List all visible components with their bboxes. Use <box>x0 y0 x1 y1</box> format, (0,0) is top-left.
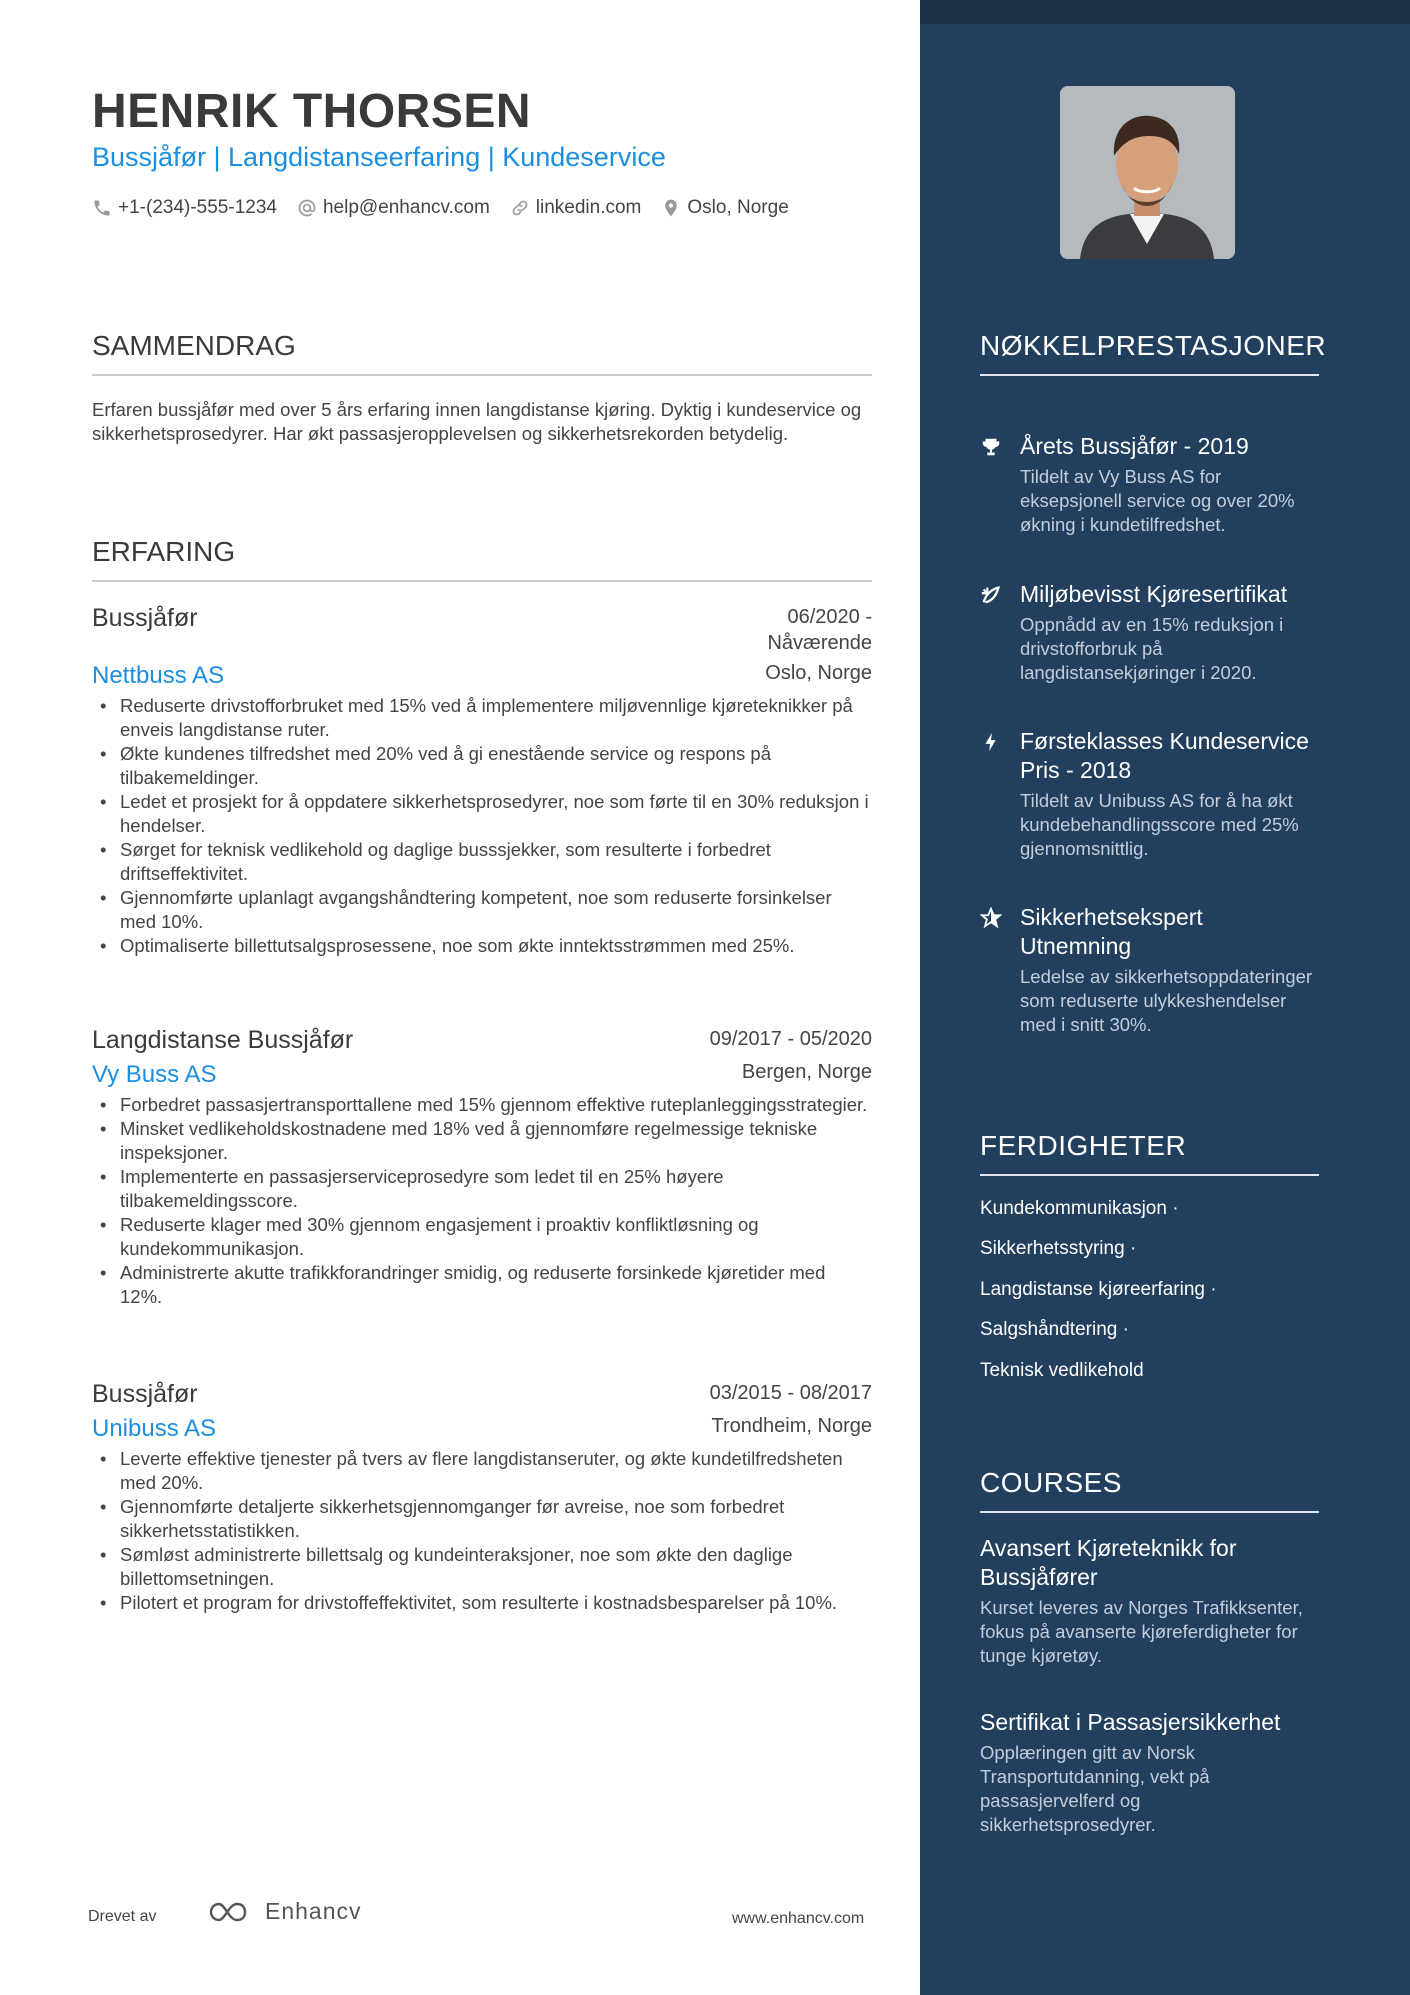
contact-linkedin[interactable] <box>510 197 642 219</box>
footer-logo-text: Enhancv <box>265 1898 362 1924</box>
location-icon <box>661 198 681 218</box>
course-item <box>980 1708 1319 1837</box>
job-subheader <box>92 1415 872 1443</box>
job-header <box>92 1380 872 1409</box>
contact-phone[interactable] <box>92 197 277 219</box>
achievement-title: Årets Bussjåfør - 2019 <box>1020 433 1249 459</box>
job-entry <box>92 604 872 958</box>
course-desc: Kurset leveres av Norges Trafikksenter, fokus på avanserte kjøreferdigheter for tunge kjøretøy. <box>980 1597 1303 1666</box>
job-company: Vy Buss AS <box>92 1061 217 1088</box>
job-entry <box>92 1026 872 1309</box>
job-subheader <box>92 1061 872 1089</box>
job-title: Langdistanse Bussjåfør <box>92 1026 354 1054</box>
skill-item: Salgshåndtering · <box>980 1319 1129 1340</box>
job-dates: 09/2017 - 05/2020 <box>709 1028 872 1050</box>
summary-section-title: SAMMENDRAG <box>92 330 872 376</box>
sidebar-top-bar <box>920 0 1410 24</box>
enhancv-logo-icon <box>207 1899 255 1925</box>
contact-email-text: help@enhancv.com <box>322 197 490 218</box>
job-bullets <box>92 1093 872 1309</box>
job-bullet: • Pilotert et program for drivstoffeffektivitet, som resulterte i kostnadsbesparelser på 10%. <box>92 1591 872 1615</box>
job-entry <box>92 1380 872 1615</box>
skills-section-title: FERDIGHETER <box>980 1128 1319 1176</box>
achievement-desc: Tildelt av Unibuss AS for å ha økt kundebehandlingsscore med 25% gjennomsnittlig. <box>1020 790 1299 859</box>
candidate-headline: Bussjåfør | Langdistanseerfaring | Kundeservice <box>92 142 666 172</box>
course-title: Avansert Kjøreteknikk for Bussjåfører <box>980 1535 1237 1590</box>
job-location: Bergen, Norge <box>741 1061 872 1083</box>
leaf-recycle-icon <box>980 584 1002 606</box>
footer-url[interactable]: www.enhancv.com <box>732 1910 865 1927</box>
job-bullet: • Sørget for teknisk vedlikehold og daglige busssjekker, som resulterte i forbedret driftseffektivitet. <box>92 838 872 886</box>
job-bullets <box>92 694 872 958</box>
achievement-desc: Tildelt av Vy Buss AS for eksepsjonell service og over 20% økning i kundetilfredshet. <box>1020 466 1295 535</box>
achievement-title: Førsteklasses Kundeservice Pris - 2018 <box>1020 728 1309 783</box>
skill-item: Langdistanse kjøreerfaring · <box>980 1279 1217 1300</box>
job-bullet: • Leverte effektive tjenester på tvers av flere langdistanseruter, og økte kundetilfredsheten med 20%. <box>92 1447 872 1495</box>
achievement-desc: Oppnådd av en 15% reduksjon i drivstofforbruk på langdistansekjøringer i 2020. <box>1020 614 1284 683</box>
achievement-desc: Ledelse av sikkerhetsoppdateringer som reduserte ulykkeshendelser med i snitt 30%. <box>1020 966 1313 1035</box>
footer-logo[interactable] <box>207 1898 362 1925</box>
lightning-icon <box>980 731 1002 753</box>
course-title: Sertifikat i Passasjersikkerhet <box>980 1709 1281 1735</box>
job-bullet: • Reduserte klager med 30% gjennom engasjement i proaktiv konfliktløsning og kundekommunikasjon. <box>92 1213 872 1261</box>
job-subheader <box>92 662 872 690</box>
achievement-item <box>980 727 1319 861</box>
job-bullet: • Minsket vedlikeholdskostnadene med 18% ved å gjennomføre regelmessige tekniske inspeksjoner. <box>92 1117 872 1165</box>
footer-powered-by: Drevet av <box>88 1908 157 1925</box>
achievement-title: Miljøbevisst Kjøresertifikat <box>1020 581 1288 607</box>
at-icon <box>297 198 317 218</box>
skill-item: Teknisk vedlikehold <box>980 1360 1144 1381</box>
contact-email[interactable] <box>297 197 490 219</box>
trophy-icon <box>980 436 1002 458</box>
job-company: Unibuss AS <box>92 1415 217 1442</box>
job-bullet: • Implementerte en passasjerserviceprosedyre som ledet til en 25% høyere tilbakemeldingsscore. <box>92 1165 872 1213</box>
job-bullet: • Administrerte akutte trafikkforandringer smidig, og reduserte forsinkede kjøretider med 12%. <box>92 1261 872 1309</box>
job-bullet: • Gjennomførte uplanlagt avgangshåndtering kompetent, noe som reduserte forsinkelser med 10%. <box>92 886 872 934</box>
job-bullet: • Optimaliserte billettutsalgsprosessene, noe som økte inntektsstrømmen med 25%. <box>92 934 872 958</box>
sidebar <box>920 0 1410 1995</box>
courses-section-title: COURSES <box>980 1465 1319 1513</box>
summary-text: Erfaren bussjåfør med over 5 års erfaring innen langdistanse kjøring. Dyktig i kundeservice og sikkerhetsprosedyrer. Har økt passasjeropplevelsen og sikkerhetsrekorden betydelig. <box>92 399 862 444</box>
job-bullet: • Gjennomførte detaljerte sikkerhetsgjennomganger før avreise, noe som forbedret sikkerhetsstatistikken. <box>92 1495 872 1543</box>
job-company: Nettbuss AS <box>92 662 225 689</box>
job-dates: 03/2015 - 08/2017 <box>709 1382 872 1404</box>
contact-phone-text: +1-(234)-555-1234 <box>118 197 277 218</box>
job-location: Trondheim, Norge <box>711 1415 872 1437</box>
job-bullet: • Ledet et prosjekt for å oppdatere sikkerhetsprosedyrer, noe som førte til en 30% reduksjon i hendelser. <box>92 790 872 838</box>
person-avatar-icon <box>1060 86 1235 259</box>
course-item <box>980 1534 1319 1668</box>
contact-bar <box>92 197 789 219</box>
achievement-item <box>980 580 1319 685</box>
skill-item: Kundekommunikasjon · <box>980 1198 1179 1219</box>
achievement-title: Sikkerhetsekspert Utnemning <box>1020 904 1203 959</box>
job-bullet: • Økte kundenes tilfredshet med 20% ved å gi enestående service og respons på tilbakemeldinger. <box>92 742 872 790</box>
achievements-section-title: NØKKELPRESTASJONER <box>980 328 1319 376</box>
skill-item: Sikkerhetsstyring · <box>980 1238 1137 1259</box>
link-icon <box>510 198 530 218</box>
job-bullets <box>92 1447 872 1615</box>
achievement-item <box>980 432 1319 537</box>
achievement-item <box>980 903 1319 1037</box>
contact-location <box>661 197 788 219</box>
profile-photo <box>1060 86 1235 259</box>
job-header <box>92 604 872 656</box>
job-bullet: • Forbedret passasjertransporttallene med 15% gjennom effektive ruteplanleggingsstrategier. <box>92 1093 872 1117</box>
contact-linkedin-text: linkedin.com <box>535 197 642 218</box>
experience-section-title: ERFARING <box>92 536 872 582</box>
phone-icon <box>92 198 112 218</box>
job-dates: 06/2020 - Nåværende <box>767 606 872 654</box>
job-bullet: • Reduserte drivstofforbruket med 15% ved å implementere miljøvennlige kjøreteknikker på enveis langdistanse ruter. <box>92 694 872 742</box>
course-desc: Opplæringen gitt av Norsk Transportutdanning, vekt på passasjervelferd og sikkerhetsprosedyrer. <box>980 1742 1210 1835</box>
job-location: Oslo, Norge <box>765 662 872 684</box>
job-title: Bussjåfør <box>92 1380 198 1408</box>
job-header <box>92 1026 872 1055</box>
job-title: Bussjåfør <box>92 604 198 632</box>
contact-location-text: Oslo, Norge <box>687 197 789 218</box>
job-bullet: • Sømløst administrerte billettsalg og kundeinteraksjoner, noe som økte den daglige billettomsetningen. <box>92 1543 872 1591</box>
star-icon <box>980 907 1002 929</box>
candidate-name: HENRIK THORSEN <box>92 85 532 138</box>
